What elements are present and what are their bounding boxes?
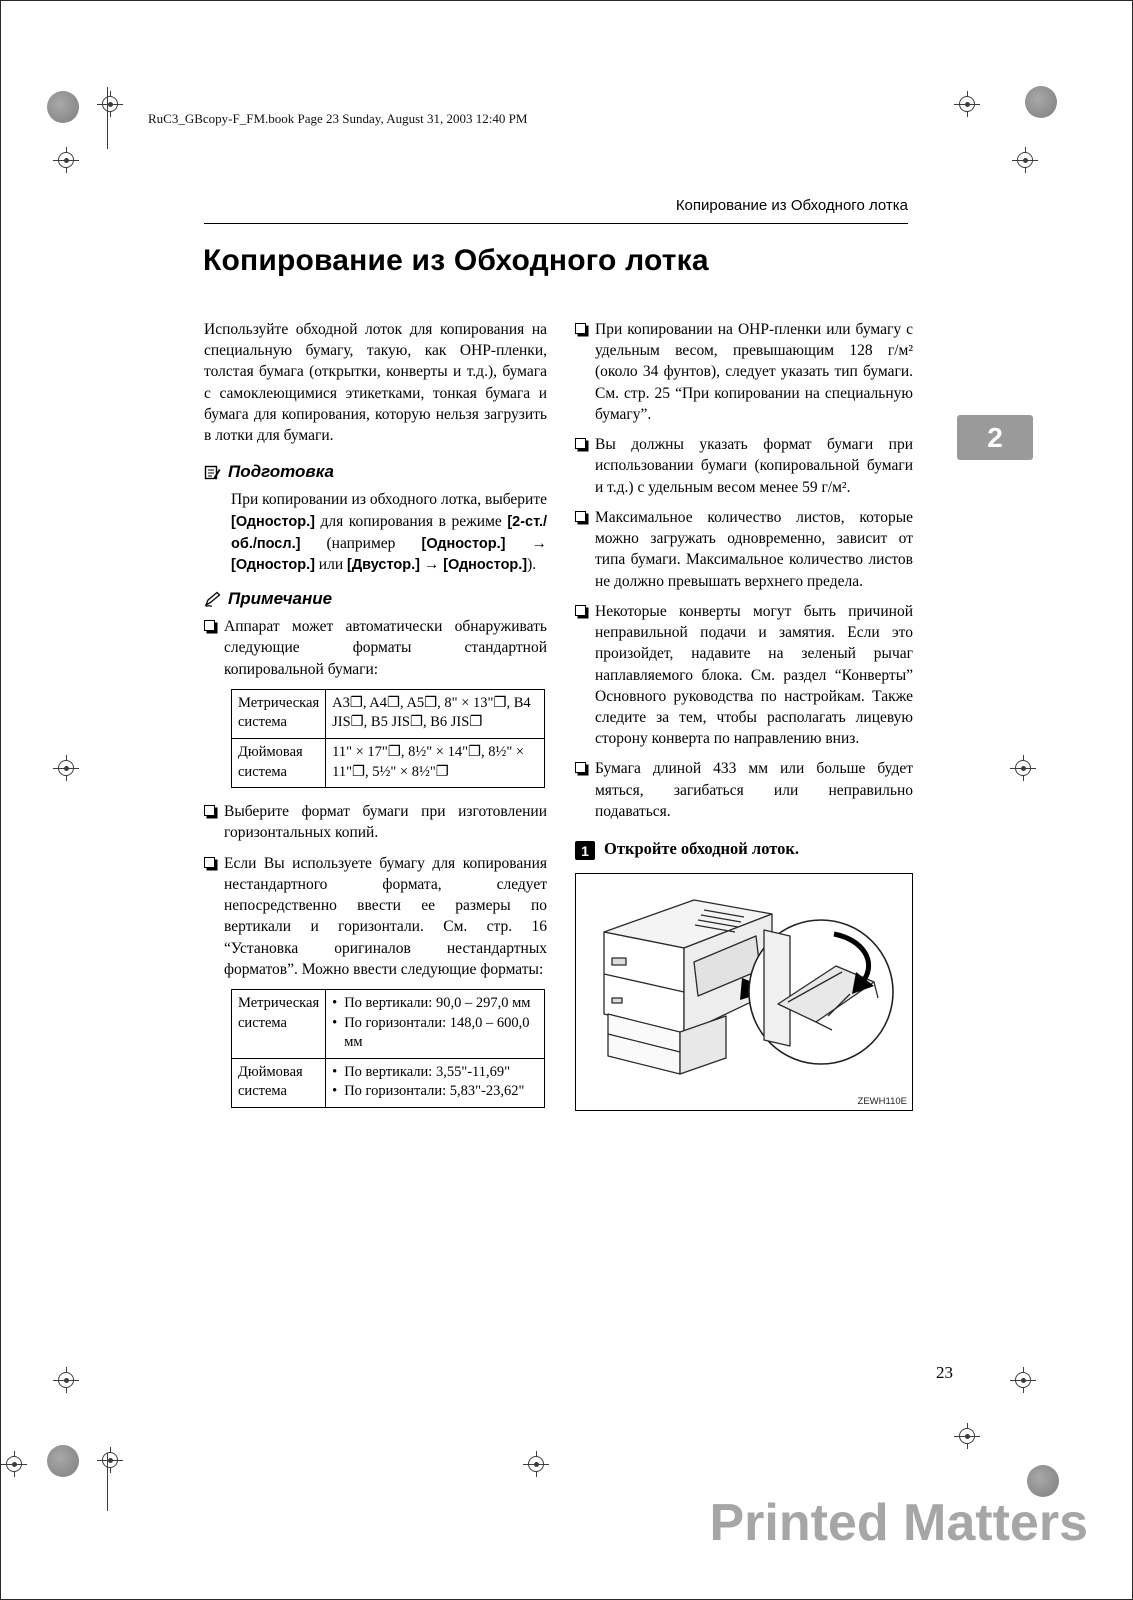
note-item: Бумага длиной 433 мм или больше будет мяться, загибаться или неправильно подаваться. bbox=[575, 758, 913, 822]
crop-mark bbox=[107, 87, 108, 149]
note-item: При копировании на OHP-пленки или бумагу с удельным весом, превышающим 128 г/м² (около 34 фунтов), следует указать тип бумаги. См. стр. 25 “При копировании на специальную бумагу”. bbox=[575, 319, 913, 425]
note-item: Выберите формат бумаги при изготовлении горизонтальных копий. bbox=[204, 801, 547, 843]
dot-bullet-icon: • bbox=[332, 995, 338, 1012]
registration-dot-icon bbox=[1025, 86, 1057, 118]
dot-bullet-icon: • bbox=[332, 1063, 338, 1080]
watermark: Printed Matters bbox=[709, 1494, 1088, 1552]
step-instruction: Откройте обходной лоток. bbox=[604, 839, 799, 859]
table-row bbox=[232, 739, 545, 788]
note-item: Вы должны указать формат бумаги при использовании бумаги (копировальной бумаги и т.д.) с удельным весом менее 59 г/м². bbox=[575, 434, 913, 498]
left-column bbox=[204, 319, 547, 1121]
note-item: Если Вы используете бумагу для копирования нестандартного формата, следует непосредственно ввести ее размеры по вертикали и горизонтали. См. стр. 16 “Установка оригиналов нестандартных форматов”. Можно ввести следующие форматы: bbox=[204, 853, 547, 980]
preparation-heading bbox=[204, 462, 547, 482]
crop-mark bbox=[107, 1453, 108, 1511]
registration-target-icon bbox=[523, 1451, 549, 1477]
preparation-heading-label: Подготовка bbox=[228, 462, 334, 482]
table-value-cell: • По вертикали: 90,0 – 297,0 мм • По горизонтали: 148,0 – 600,0 мм bbox=[326, 990, 545, 1059]
table-row bbox=[232, 1058, 545, 1107]
registration-target-icon bbox=[53, 1367, 79, 1393]
running-header: Копирование из Обходного лотка bbox=[675, 197, 908, 214]
header-rule bbox=[204, 223, 908, 224]
figure-code: ZEWH110E bbox=[857, 1096, 907, 1108]
note-item: Аппарат может автоматически обнаруживать следующие форматы стандартной копировальной бумаги: bbox=[204, 616, 547, 680]
registration-target-icon bbox=[53, 147, 79, 173]
registration-dot-icon bbox=[47, 91, 79, 123]
page-number: 23 bbox=[936, 1363, 953, 1382]
note-item: Некоторые конверты могут быть причиной неправильной подачи и замятия. Если это произойдет, надавите на зеленый рычаг наплавляемого блока. См. раздел “Конверты” Основного руководства по настройкам. Также следите за тем, чтобы располагать лицевую сторону конверта по направлению вниз. bbox=[575, 601, 913, 750]
note-item: Максимальное количество листов, которые можно загружать одновременно, зависит от типа бумаги. Максимальное количество листов не должно превышать верхнего предела. bbox=[575, 507, 913, 592]
step-number-badge: 1 bbox=[575, 841, 595, 860]
registration-target-icon bbox=[1012, 147, 1038, 173]
table-label-cell: Дюймовая система bbox=[232, 1058, 326, 1107]
square-bullet-icon bbox=[575, 438, 586, 449]
registration-target-icon bbox=[954, 1423, 980, 1449]
table-row bbox=[232, 689, 545, 738]
registration-target-icon bbox=[1010, 755, 1036, 781]
registration-dot-icon bbox=[47, 1445, 79, 1477]
table-value-cell: A3❐, A4❐, A5❐, 8" × 13"❐, B4 JIS❐, B5 JIS❐, B6 JIS❐ bbox=[326, 689, 545, 738]
table-label-cell: Метрическая система bbox=[232, 689, 326, 738]
note-heading bbox=[204, 589, 547, 609]
registration-target-icon bbox=[954, 91, 980, 117]
intro-paragraph: Используйте обходной лоток для копирования на специальную бумагу, такую, как OHP-пленки, толстая бумага (открытки, конверты и т.д.), бумага с самоклеющимися этикетками, тонкая бумага и бумага для копирования, которую нельзя загрузить в лотки для бумаги. bbox=[204, 321, 547, 445]
square-bullet-icon bbox=[204, 857, 215, 868]
note-pencil-icon bbox=[204, 591, 221, 608]
dot-bullet-icon: • bbox=[332, 1014, 338, 1031]
table-row bbox=[232, 990, 545, 1059]
figure-bypass-tray bbox=[575, 873, 913, 1111]
square-bullet-icon bbox=[575, 605, 586, 616]
registration-target-icon bbox=[1010, 1367, 1036, 1393]
registration-target-icon bbox=[97, 91, 123, 117]
registration-target-icon bbox=[53, 755, 79, 781]
paper-format-table bbox=[231, 689, 545, 788]
table-value-cell: • По вертикали: 3,55"-11,69" • По горизонтали: 5,83"-23,62" bbox=[326, 1058, 545, 1107]
chapter-tab: 2 bbox=[957, 415, 1033, 460]
square-bullet-icon bbox=[575, 323, 586, 334]
print-job-note: RuC3_GBcopy-F_FM.book Page 23 Sunday, August 31, 2003 12:40 PM bbox=[148, 111, 528, 126]
square-bullet-icon bbox=[204, 805, 215, 816]
note-heading-label: Примечание bbox=[228, 589, 333, 609]
table-label-cell: Дюймовая система bbox=[232, 739, 326, 788]
registration-target-icon bbox=[97, 1447, 123, 1473]
step-1 bbox=[575, 839, 913, 860]
square-bullet-icon bbox=[575, 511, 586, 522]
table-label-cell: Метрическая система bbox=[232, 990, 326, 1059]
right-column bbox=[575, 319, 913, 1111]
custom-size-table bbox=[231, 989, 545, 1108]
copier-illustration bbox=[576, 874, 911, 1109]
preparation-icon bbox=[204, 464, 221, 481]
preparation-text: При копировании из обходного лотка, выберите [Одностор.] для копирования в режиме [2-ст./об./посл.] (например [Одностор.] → [Одностор.] или [Двустор.] → [Одностор.]). bbox=[231, 491, 547, 574]
registration-target-icon bbox=[1, 1451, 27, 1477]
square-bullet-icon bbox=[575, 762, 586, 773]
dot-bullet-icon: • bbox=[332, 1083, 338, 1100]
page-title: Копирование из Обходного лотка bbox=[203, 244, 709, 277]
square-bullet-icon bbox=[204, 620, 215, 631]
table-value-cell: 11" × 17"❐, 8½" × 14"❐, 8½" × 11"❐, 5½" × 8½"❐ bbox=[326, 739, 545, 788]
